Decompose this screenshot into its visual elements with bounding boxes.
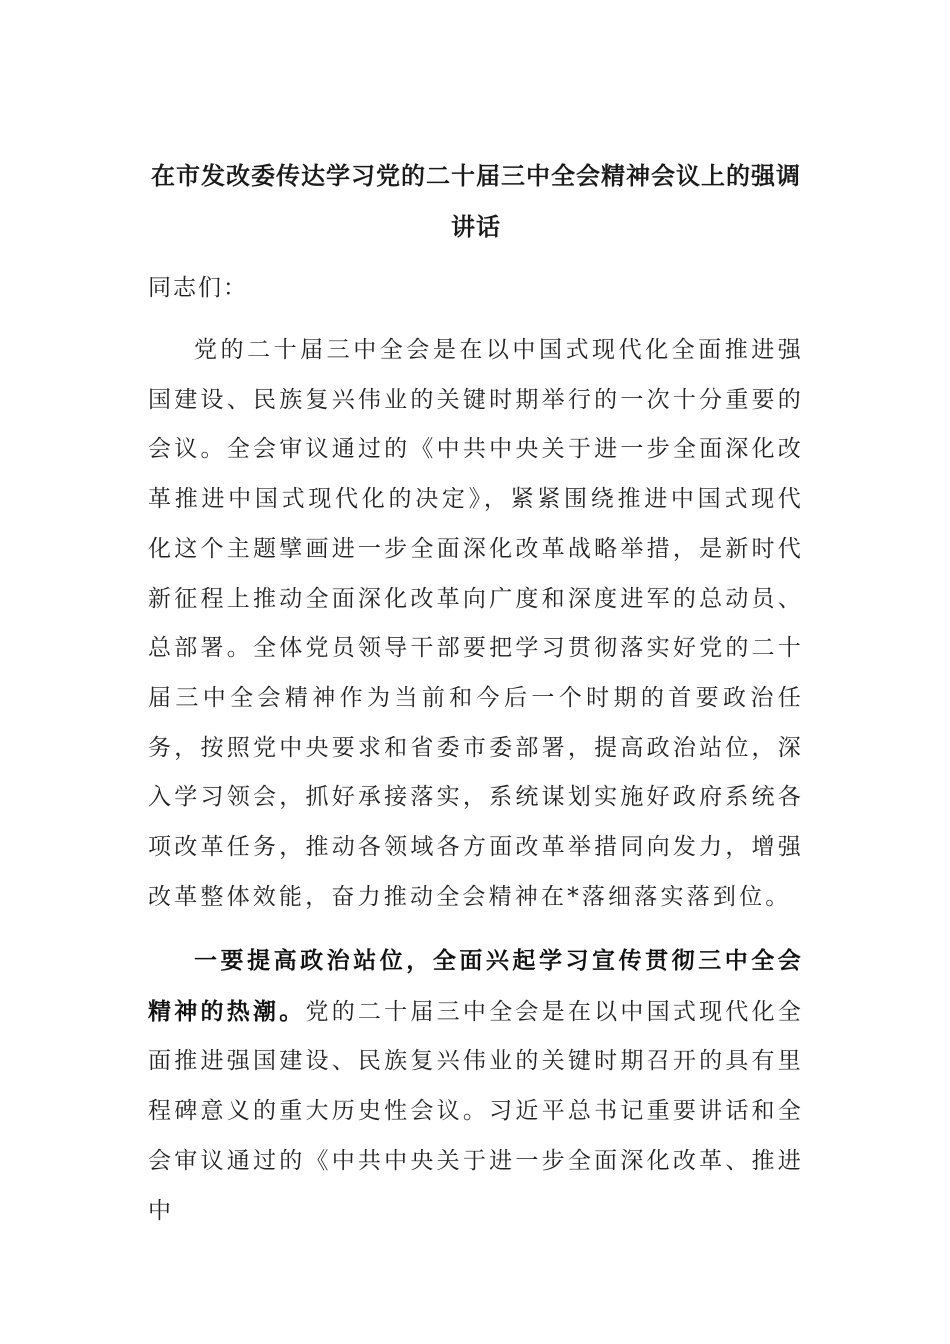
document-title: 在市发改委传达学习党的二十届三中全会精神会议上的强调讲话 xyxy=(151,161,801,241)
greeting: 同志们： xyxy=(148,275,248,301)
body-paragraph-2 xyxy=(148,936,804,1236)
paragraph-lead-heading: 一要提高政治站位，全面兴起学习宣传贯彻三中全会精神的热潮。 xyxy=(148,947,804,1025)
paragraph-body-text: 党的二十届三中全会是在以中国式现代化全面推进强国建设、民族复兴伟业的关键时期召开的具有里程碑意义的重大历史性会议。习近平总书记重要讲话和全会审议通过的《中共中央关于进一步全面深化改革、推进中 xyxy=(148,998,804,1224)
body-paragraph-1: 党的二十届三中全会是在以中国式现代化全面推进强国建设、民族复兴伟业的关键时期举行的一次十分重要的会议。全会审议通过的《中共中央关于进一步全面深化改革推进中国式现代化的决定》，紧紧围绕推进中国式现代化这个主题擘画进一步全面深化改革战略举措，是新时代新征程上推动全面深化改革向广度和深度进军的总动员、总部署。全体党员领导干部要把学习贯彻落实好党的二十届三中全会精神作为当前和今后一个时期的首要政治任务，按照党中央要求和省委市委部署，提高政治站位，深入学习领会，抓好承接落实，系统谋划实施好政府系统各项改革任务，推动各领域各方面改革举措同向发力，增强改革整体效能，奋力推动全会精神在*落细落实落到位。 xyxy=(148,337,804,910)
